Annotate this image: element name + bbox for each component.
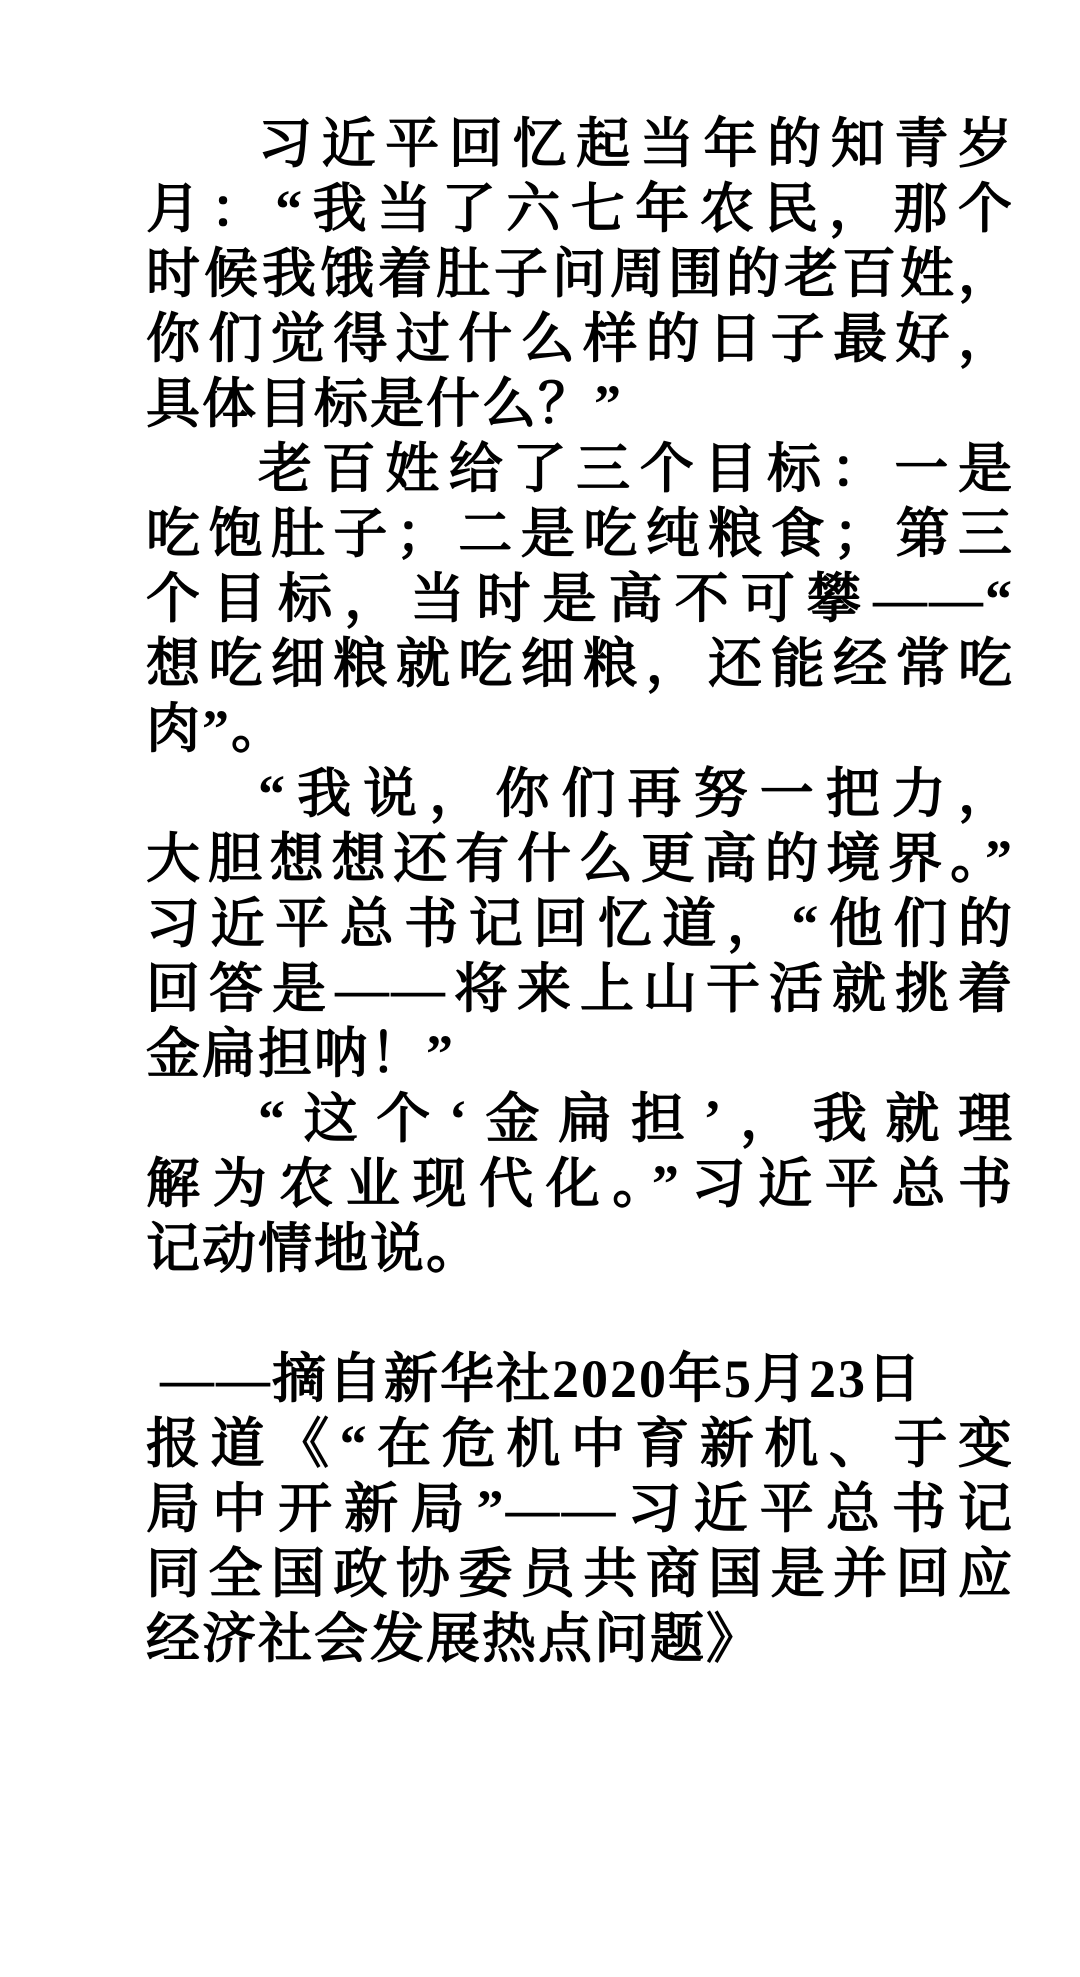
citation-line: 局中开新局”——习近平总书记 <box>146 1479 1014 1539</box>
text-line: 回答是——将来上山干活就挑着 <box>146 959 1014 1019</box>
text-line: 习近平总书记回忆道，“他们的 <box>146 894 1014 954</box>
text-line: 月：“我当了六七年农民，那个 <box>146 179 1014 239</box>
text-line: “这个‘金扁担’，我就理 <box>258 1089 1014 1149</box>
text-line: 吃饱肚子；二是吃纯粮食；第三 <box>146 504 1014 564</box>
text-line: 想吃细粮就吃细粮，还能经常吃 <box>146 634 1014 694</box>
text-line: 解为农业现代化。”习近平总书 <box>146 1154 1014 1214</box>
text-line: 个目标，当时是高不可攀——“ <box>146 569 1014 629</box>
text-line: 具体目标是什么？” <box>146 374 623 434</box>
text-line: “我说，你们再努一把力， <box>258 764 1014 824</box>
text-line: 肉”。 <box>146 699 287 759</box>
text-line: 金扁担呐！” <box>146 1024 455 1084</box>
document-page <box>146 112 1014 1672</box>
text-line: 习近平回忆起当年的知青岁 <box>258 114 1014 174</box>
citation-line: 经济社会发展热点问题》 <box>146 1609 762 1669</box>
citation-line: ——摘自新华社2020年5月23日 <box>160 1349 923 1409</box>
text-line: 大胆想想还有什么更高的境界。” <box>146 829 1014 889</box>
text-line: 时候我饿着肚子问周围的老百姓， <box>146 244 1014 304</box>
text-line: 你们觉得过什么样的日子最好， <box>146 309 1014 369</box>
text-line: 记动情地说。 <box>146 1219 482 1279</box>
text-line: 老百姓给了三个目标：一是 <box>258 439 1014 499</box>
citation-line: 同全国政协委员共商国是并回应 <box>146 1544 1014 1604</box>
blank-line <box>146 1282 1014 1347</box>
citation-line: 报道《“在危机中育新机、于变 <box>146 1414 1014 1474</box>
